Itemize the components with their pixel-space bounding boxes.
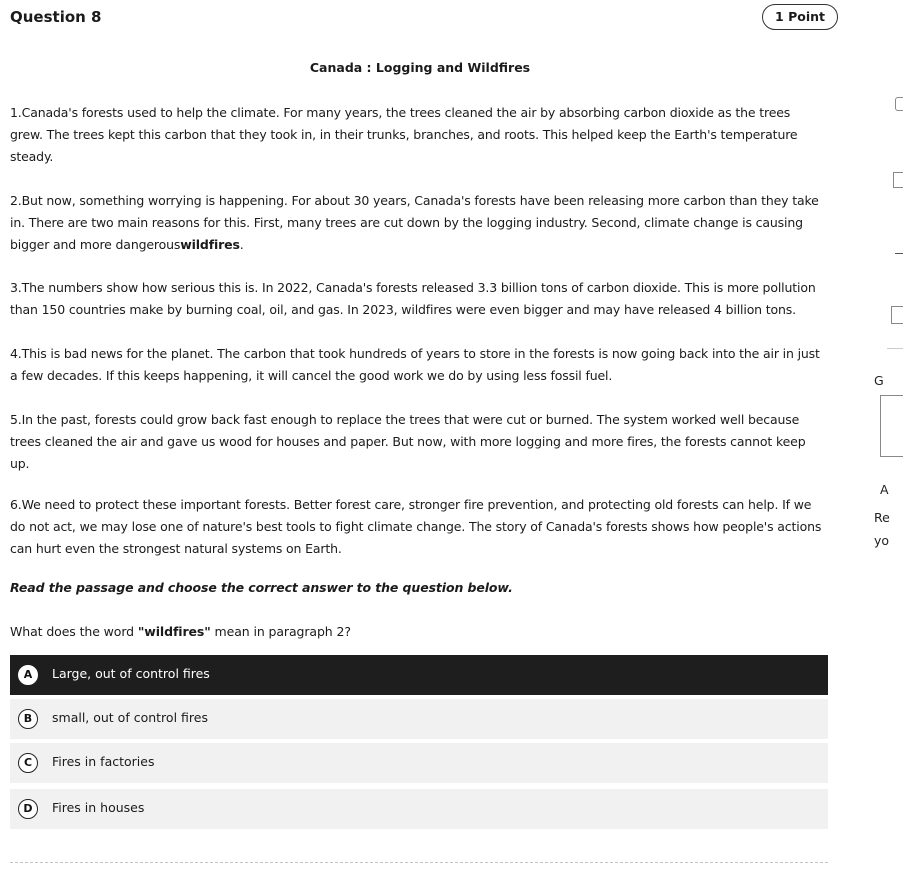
paragraph-2-end: . xyxy=(239,237,244,252)
side-panel-fragment-5 xyxy=(880,395,903,457)
option-letter-a: A xyxy=(18,665,38,685)
option-text-d: Fires in houses xyxy=(52,800,145,815)
side-panel-letter-g: G xyxy=(874,373,884,388)
answer-option-c[interactable] xyxy=(10,743,828,783)
side-panel-fragment-2 xyxy=(893,172,903,188)
side-panel-fragment-4 xyxy=(891,306,903,324)
paragraph-4: 4.This is bad news for the planet. The carbon that took hundreds of years to store in the forests is now going back into the air in just a few decades. If this keeps happening, it will cancel the good work we do by using less fossil fuel. xyxy=(10,346,820,383)
side-panel-letter-a: A xyxy=(880,482,889,497)
answer-option-b[interactable] xyxy=(10,699,828,739)
side-panel-divider xyxy=(887,348,903,349)
paragraph-1: 1.Canada's forests used to help the climate. For many years, the trees cleaned the air by absorbing carbon dioxide as the trees grew. The trees kept this carbon that they took in, in their trunks, branches, and roots. This helped keep the Earth's temperature steady. xyxy=(10,105,798,164)
option-letter-b: B xyxy=(18,709,38,729)
paragraph-2-text: 2.But now, something worrying is happening. For about 30 years, Canada's forests have been releasing more carbon than they take in. There are two main reasons for this. First, many trees are cut down by the logging industry. Second, climate change is causing bigger and more dangerous xyxy=(10,193,819,252)
side-panel-fragment-1 xyxy=(895,97,903,111)
option-letter-d: D xyxy=(18,799,38,819)
paragraph-6: 6.We need to protect these important forests. Better forest care, stronger fire prevention, and protecting old forests can help. If we do not act, we may lose one of nature's best tools to fight climate change. The story of Canada's forests shows how people's actions can hurt even the strongest natural systems on Earth. xyxy=(10,497,822,556)
question-prompt xyxy=(10,624,351,639)
prompt-after: mean in paragraph 2? xyxy=(210,624,351,639)
prompt-before: What does the word xyxy=(10,624,138,639)
question-header xyxy=(10,4,838,32)
instruction-text: Read the passage and choose the correct answer to the question below. xyxy=(10,580,513,595)
paragraph-2 xyxy=(10,190,825,256)
paragraph-3: 3.The numbers show how serious this is. In 2022, Canada's forests released 3.3 billion tons of carbon dioxide. This is more pollution than 150 countries make by burning coal, oil, and gas. In 2023, wildfires were even bigger and may have released 4 billion tons. xyxy=(10,280,816,317)
question-number: Question 8 xyxy=(10,8,102,26)
points-badge: 1 Point xyxy=(762,4,838,30)
answer-option-d[interactable] xyxy=(10,789,828,829)
prompt-term: "wildfires" xyxy=(137,624,211,639)
side-panel-text-re: Re xyxy=(874,510,890,525)
bottom-divider xyxy=(10,862,828,863)
passage-title: Canada : Logging and Wildfires xyxy=(309,60,531,75)
paragraph-5: 5.In the past, forests could grow back fast enough to replace the trees that were cut or burned. The system worked well because trees cleaned the air and gave us wood for houses and paper. But now, with more logging and more fires, the forests cannot keep up. xyxy=(10,412,806,471)
option-text-b: small, out of control fires xyxy=(52,710,208,725)
side-panel-fragment-3 xyxy=(895,253,903,263)
option-text-c: Fires in factories xyxy=(52,754,155,769)
option-text-a: Large, out of control fires xyxy=(52,666,210,681)
option-letter-c: C xyxy=(18,753,38,773)
side-panel-text-yo: yo xyxy=(874,533,890,548)
answer-option-a[interactable] xyxy=(10,655,828,695)
highlighted-word: wildfires xyxy=(180,237,240,252)
